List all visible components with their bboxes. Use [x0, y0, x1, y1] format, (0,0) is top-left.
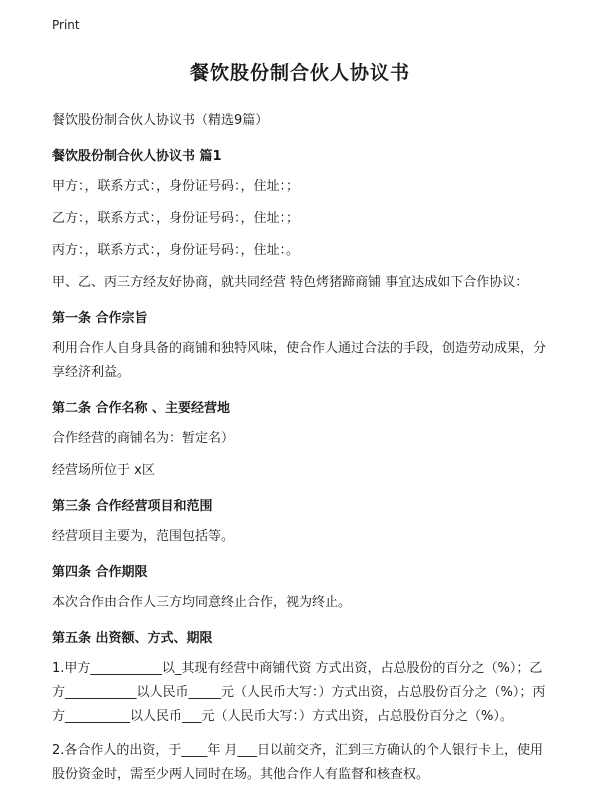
- article-1-text: 利用合作人自身具备的商铺和独特风味，使合作人通过合法的手段，创造劳动成果，分享经济利益。: [52, 341, 547, 380]
- preamble-paragraph: 甲、乙、丙三方经友好协商，就共同经营 特色烤猪蹄商铺 事宜达成如下合作协议：: [52, 275, 529, 290]
- article-2-title: 第二条 合作名称 、主要经营地: [52, 401, 231, 416]
- article-1-title: 第一条 合作宗旨: [52, 311, 148, 326]
- party-a-line: 甲方：，联系方式：，身份证号码：，住址：；: [52, 179, 300, 194]
- document-subtitle: 餐饮股份制合伙人协议书（精选9篇）: [52, 113, 269, 128]
- article-5-text-1: 1.甲方___________以_其现有经营中商铺代资 方式出资，占总股份的百分之（%）；乙方___________以人民币_____元（人民币大写：）方式出资，占总股份百分之（%）；丙方__________以人民币___元（人民币大写：）方式出资，占总股份百分之（%）。: [52, 661, 546, 724]
- article-4-title: 第四条 合作期限: [52, 565, 148, 580]
- article-3-text: 经营项目主要为，范围包括等。: [52, 529, 235, 544]
- article-3-title: 第三条 合作经营项目和范围: [52, 499, 213, 514]
- article-2-text-name: 合作经营的商铺名为：暂定名）: [52, 431, 235, 446]
- article-5-text-2: 2.各合作人的出资，于____年 月___日以前交齐，汇到三方确认的个人银行卡上，使用股份资金时，需至少两人同时在场。其他合作人有监督和核查权。: [52, 743, 544, 782]
- print-link[interactable]: Print: [52, 18, 80, 32]
- article-5-title: 第五条 出资额、方式、期限: [52, 631, 213, 646]
- party-b-line: 乙方：，联系方式：，身份证号码：，住址：；: [52, 211, 300, 226]
- document-title: 餐饮股份制合伙人协议书: [189, 62, 410, 84]
- party-c-line: 丙方：，联系方式：，身份证号码：，住址：。: [52, 243, 300, 258]
- article-4-text: 本次合作由合作人三方均同意终止合作，视为终止。: [52, 595, 352, 610]
- article-2-text-location: 经营场所位于 x区: [52, 463, 155, 478]
- section-heading: 餐饮股份制合伙人协议书 篇1: [52, 149, 222, 164]
